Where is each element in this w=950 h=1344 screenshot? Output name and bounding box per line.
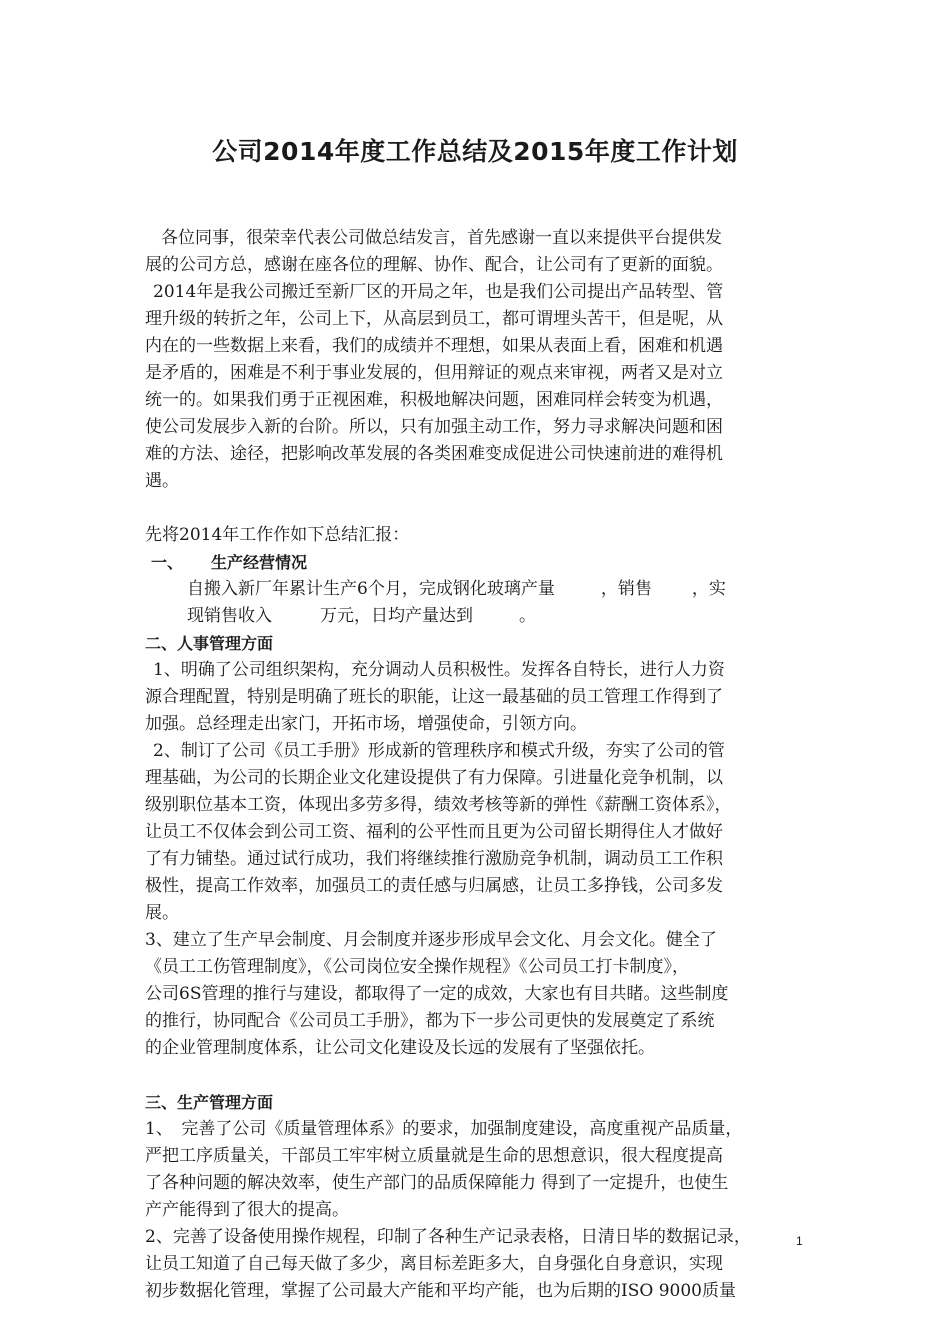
section1-text: 。 bbox=[519, 606, 536, 626]
document-title: 公司2014年度工作总结及2015年度工作计划 bbox=[212, 137, 738, 166]
section3-heading: 三、生产管理方面 bbox=[145, 1093, 274, 1112]
section2-line: 《员工工伤管理制度》，《公司岗位安全操作规程》《公司员工打卡制度》， bbox=[145, 957, 689, 977]
spacer bbox=[145, 1062, 820, 1089]
spacer bbox=[145, 495, 820, 522]
section2-line: 了有力铺垫。通过试行成功，我们将继续推行激励竞争机制，调动员工工作积 bbox=[145, 849, 723, 869]
section3-line: 了各种问题的解决效率，使生产部门的品质保障能力 得到了一定提升，也使生 bbox=[145, 1173, 729, 1193]
section2-line: 源合理配置，特别是明确了班长的职能，让这一最基础的员工管理工作得到了 bbox=[145, 687, 723, 707]
summary-intro: 先将2014年工作作如下总结汇报： bbox=[145, 525, 410, 545]
section3-line: 2、完善了设备使用操作规程，印制了各种生产记录表格，日清日毕的数据记录， bbox=[145, 1227, 751, 1247]
section3-line: 严把工序质量关，干部员工牢牢树立质量就是生命的思想意识，很大程度提高 bbox=[145, 1146, 723, 1166]
section2-line: 3、建立了生产早会制度、月会制度并逐步形成早会文化、月会文化。健全了 bbox=[145, 930, 717, 950]
section2-line: 公司6S管理的推行与建设，都取得了一定的成效，大家也有目共睹。这些制度 bbox=[145, 984, 729, 1004]
section2-line: 加强。总经理走出家门，开拓市场，增强使命，引领方向。 bbox=[145, 714, 587, 734]
section1-line bbox=[145, 576, 820, 603]
intro-line: 内在的一些数据上来看，我们的成绩并不理想，如果从表面上看，困难和机遇 bbox=[145, 336, 723, 356]
page-number: 1 bbox=[796, 1234, 803, 1248]
section1-line bbox=[145, 603, 820, 630]
intro-line: 统一的。如果我们勇于正视困难，积极地解决问题，困难同样会转变为机遇， bbox=[145, 390, 723, 410]
section1-title: 生产经营情况 bbox=[211, 553, 308, 572]
intro-line: 使公司发展步入新的台阶。所以，只有加强主动工作，努力寻求解决问题和困 bbox=[145, 417, 723, 437]
intro-line: 展的公司方总，感谢在座各位的理解、协作、配合，让公司有了更新的面貌。 bbox=[145, 255, 723, 275]
intro-line: 遇。 bbox=[145, 471, 179, 491]
section2-line: 的推行，协同配合《公司员工手册》，都为下一步公司更快的发展奠定了系统 bbox=[145, 1011, 715, 1031]
section2-line: 极性，提高工作效率，加强员工的责任感与归属感，让员工多挣钱，公司多发 bbox=[145, 876, 723, 896]
section1-text: 自搬入新厂年累计生产6个月，完成钢化玻璃产量 bbox=[187, 579, 555, 599]
section3-line: 初步数据化管理，掌握了公司最大产能和平均产能，也为后期的ISO 9000质量 bbox=[145, 1281, 736, 1301]
section1-text: 现销售收入 bbox=[187, 606, 272, 626]
section2-line: 的企业管理制度体系，让公司文化建设及长远的发展有了坚强依托。 bbox=[145, 1038, 655, 1058]
section2-line: 1、明确了公司组织架构，充分调动人员积极性。发挥各自特长，进行人力资 bbox=[153, 660, 725, 680]
intro-line: 各位同事，很荣幸代表公司做总结发言，首先感谢一直以来提供平台提供发 bbox=[161, 228, 722, 248]
intro-line: 是矛盾的，困难是不利于事业发展的，但用辩证的观点来审视，两者又是对立 bbox=[145, 363, 723, 383]
section2-heading: 二、人事管理方面 bbox=[145, 634, 274, 653]
section3-line: 产产能得到了很大的提高。 bbox=[145, 1200, 349, 1220]
section2-line: 让员工不仅体会到公司工资、福利的公平性而且更为公司留长期得住人才做好 bbox=[145, 822, 723, 842]
intro-line: 理升级的转折之年，公司上下，从高层到员工，都可谓埋头苦干，但是呢，从 bbox=[145, 309, 723, 329]
section2-line: 2、制订了公司《员工手册》形成新的管理秩序和模式升级，夯实了公司的管 bbox=[153, 741, 725, 761]
intro-line: 2014年是我公司搬迁至新厂区的开局之年，也是我们公司提出产品转型、管 bbox=[153, 282, 724, 302]
document-body bbox=[145, 225, 820, 1305]
section3-line: 让员工知道了自己每天做了多少，离目标差距多大，自身强化自身意识，实现 bbox=[145, 1254, 723, 1274]
section2-line: 展。 bbox=[145, 903, 179, 923]
section1-heading bbox=[145, 549, 820, 576]
section1-text: 万元，日均产量达到 bbox=[320, 606, 473, 626]
section1-text: ，销售 bbox=[600, 579, 652, 599]
section1-number: 一、 bbox=[151, 553, 184, 572]
section1-text: ，实 bbox=[691, 579, 726, 599]
intro-line: 难的方法、途径，把影响改革发展的各类困难变成促进公司快速前进的难得机 bbox=[145, 444, 723, 464]
section2-line: 级别职位基本工资，体现出多劳多得，绩效考核等新的弹性《薪酬工资体系》， bbox=[145, 795, 732, 815]
section3-line: 1、 完善了公司《质量管理体系》的要求，加强制度建设，高度重视产品质量， bbox=[145, 1119, 743, 1139]
section2-line: 理基础，为公司的长期企业文化建设提供了有力保障。引进量化竞争机制，以 bbox=[145, 768, 723, 788]
